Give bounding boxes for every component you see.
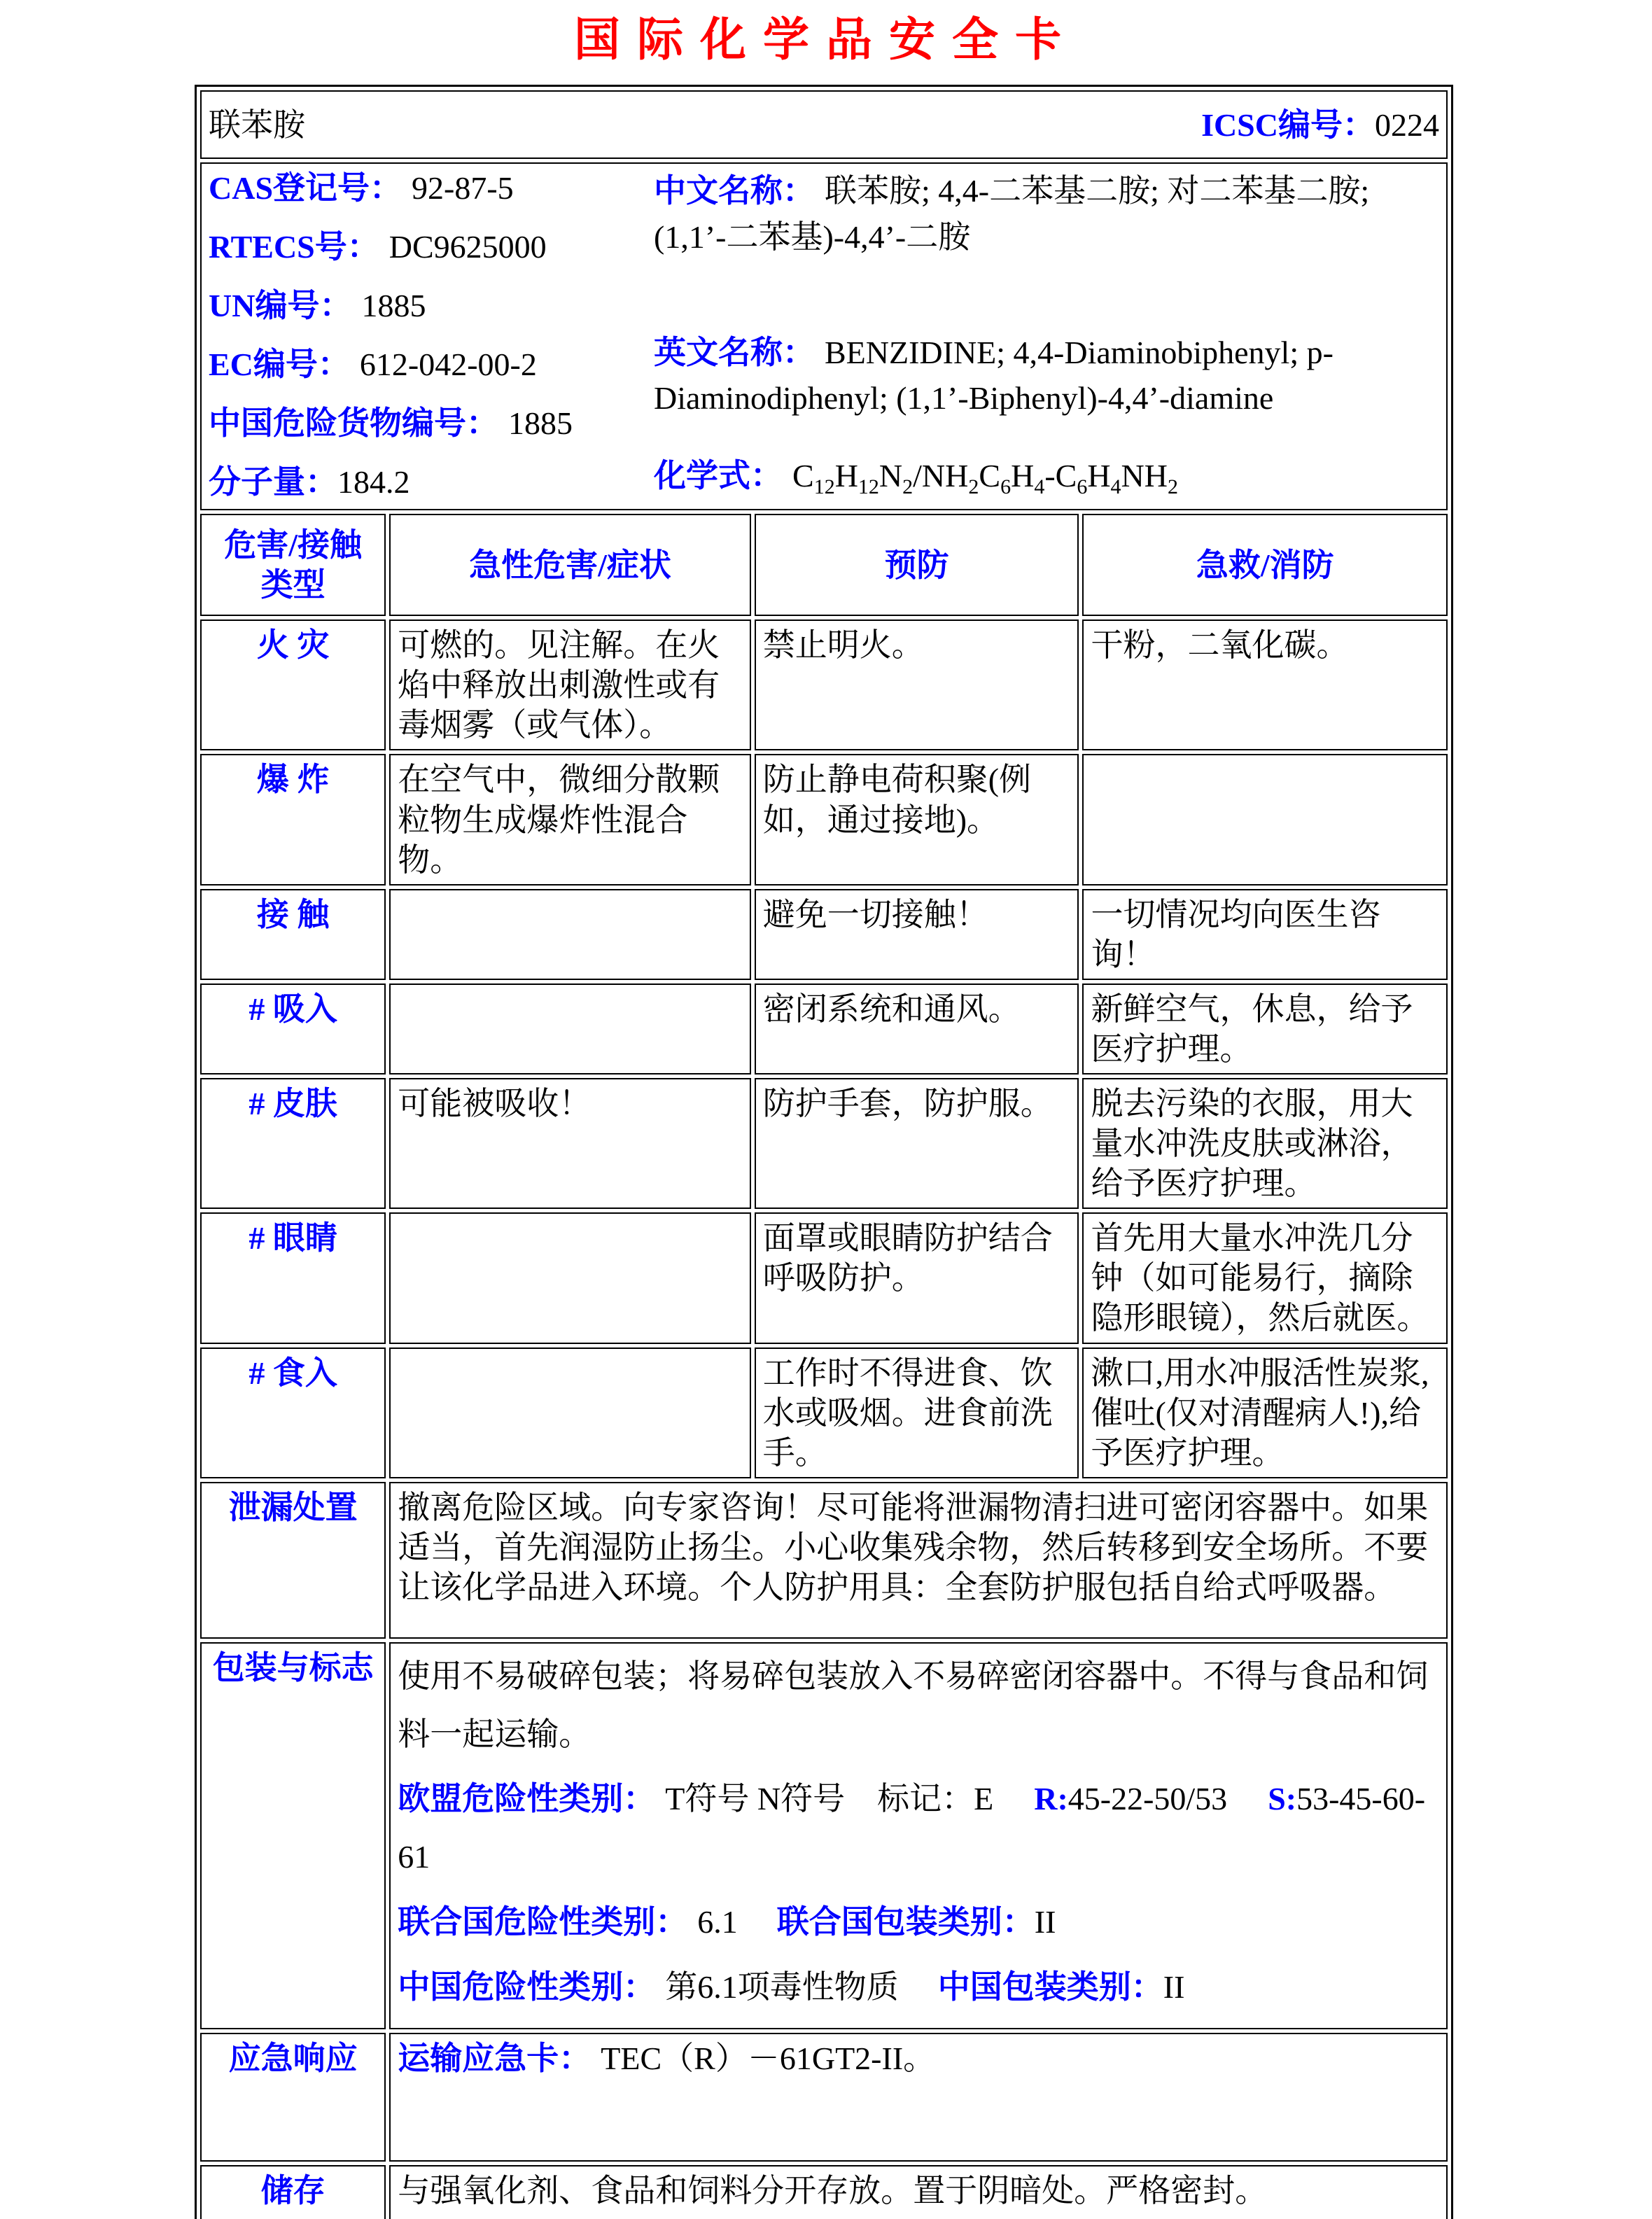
ingestion-type-label: # 食入 <box>200 1348 386 1478</box>
ec-number-line <box>209 344 643 384</box>
eyes-prevention-cell: 面罩或眼睛防护结合呼吸防护。 <box>755 1212 1079 1344</box>
explosion-type-label: 爆 炸 <box>200 754 386 885</box>
icsc-number-group <box>1201 105 1439 145</box>
cas-number-line <box>209 168 643 208</box>
eu-classification-line <box>398 1770 1439 1886</box>
s-phrases-value: 53-45-60-61 <box>398 1781 1426 1875</box>
china-dg-number-line <box>209 403 643 443</box>
inhalation-hazards-cell <box>389 983 750 1074</box>
english-name-label: 英文名称： <box>654 334 815 370</box>
r-phrases-value: 45-22-50/53 <box>1068 1781 1228 1817</box>
fire-type-label: 火 灾 <box>200 620 386 750</box>
cn-pack-value: II <box>1163 1968 1185 2005</box>
explosion-prevention-cell: 防止静电荷积聚(例如，通过接地)。 <box>755 754 1079 885</box>
packaging-text-cell <box>389 1642 1448 2029</box>
fire-hazards-cell: 可燃的。见注解。在火焰中释放出刺激性或有毒烟雾（或气体）。 <box>389 620 750 750</box>
eyes-response-cell: 首先用大量水冲洗几分钟（如可能易行，摘除隐形眼镜），然后就医。 <box>1082 1212 1448 1344</box>
molecular-weight-value: 184.2 <box>337 464 410 500</box>
row-fire <box>200 620 1448 750</box>
row-explosion <box>200 754 1448 885</box>
un-class-label: 联合国危险性类别： <box>398 1904 688 1940</box>
exposure-hazards-cell <box>389 889 750 980</box>
eyes-hazards-cell <box>389 1212 750 1344</box>
english-name-value: BENZIDINE; 4,4-Diaminobiphenyl; p-Diaminodiphenyl; (1,1’-Biphenyl)-4,4’-diamine <box>654 334 1334 416</box>
cn-class-label: 中国危险性类别： <box>398 1968 656 2005</box>
row-skin <box>200 1078 1448 1209</box>
ec-value: 612-042-00-2 <box>359 346 537 383</box>
row-exposure <box>200 889 1448 980</box>
ingestion-prevention-cell: 工作时不得进食、饮水或吸烟。进食前洗手。 <box>755 1348 1079 1478</box>
rtecs-label: RTECS号： <box>209 229 379 265</box>
molecular-weight-label: 分子量： <box>209 464 337 500</box>
eu-class-value: T符号 N符号 标记：E <box>665 1781 994 1817</box>
icsc-number-label: ICSC编号： <box>1201 106 1375 143</box>
skin-hazards-cell: 可能被吸收！ <box>389 1078 750 1209</box>
icsc-card <box>195 85 1453 2219</box>
identifiers-cell <box>200 162 1448 510</box>
hazard-table-header-row <box>200 514 1448 616</box>
row-packaging-labelling <box>200 1642 1448 2029</box>
name-row <box>200 90 1448 159</box>
icsc-number-value: 0224 <box>1375 106 1439 143</box>
transport-card-label: 运输应急卡： <box>398 2040 592 2076</box>
emergency-type-label: 应急响应 <box>200 2033 386 2162</box>
ingestion-hazards-cell <box>389 1348 750 1478</box>
un-classification-line <box>398 1893 1439 1952</box>
header-first-aid: 急救/消防 <box>1082 514 1448 616</box>
cn-pack-label: 中国包装类别： <box>937 1968 1163 2005</box>
un-class-value: 6.1 <box>697 1904 738 1940</box>
row-storage <box>200 2165 1448 2219</box>
exposure-response-cell: 一切情况均向医生咨询！ <box>1082 889 1448 980</box>
un-number-line <box>209 286 643 326</box>
eyes-type-label: # 眼睛 <box>200 1212 386 1344</box>
explosion-response-cell <box>1082 754 1448 885</box>
inhalation-type-label: # 吸入 <box>200 983 386 1074</box>
un-pack-value: II <box>1034 1904 1056 1940</box>
skin-type-label: # 皮肤 <box>200 1078 386 1209</box>
fire-prevention-cell: 禁止明火。 <box>755 620 1079 750</box>
cas-label: CAS登记号： <box>209 170 402 206</box>
ingestion-response-cell: 漱口,用水冲服活性炭浆,催吐(仅对清醒病人!),给予医疗护理。 <box>1082 1348 1448 1478</box>
un-pack-label: 联合国包装类别： <box>776 1904 1035 1940</box>
chemical-formula: $C_{12}H_{12}N_2/NH_2C_6H_4-C_6H_4NH_2$ <box>792 457 1178 498</box>
header-hazard-type: 危害/接触类型 <box>200 514 386 616</box>
exposure-type-label: 接 触 <box>200 889 386 980</box>
inhalation-prevention-cell: 密闭系统和通风。 <box>755 983 1079 1074</box>
formula-label: 化学式： <box>654 457 783 493</box>
emergency-text-cell <box>389 2033 1448 2162</box>
header-acute-hazards: 急性危害/症状 <box>389 514 750 616</box>
row-emergency-response <box>200 2033 1448 2162</box>
row-ingestion <box>200 1348 1448 1478</box>
row-spill-disposal <box>200 1482 1448 1639</box>
formula-line <box>654 453 1439 503</box>
english-name-line <box>654 330 1439 421</box>
chinese-name-label: 中文名称： <box>654 173 815 209</box>
page-title: 国际化学品安全卡 <box>574 15 1078 66</box>
r-phrases-label: R: <box>1034 1781 1068 1817</box>
fire-response-cell: 干粉，二氧化碳。 <box>1082 620 1448 750</box>
cn-class-value: 第6.1项毒性物质 <box>665 1968 899 2005</box>
storage-type-label: 储存 <box>200 2165 386 2219</box>
header-prevention: 预防 <box>755 514 1079 616</box>
un-value: 1885 <box>361 288 426 324</box>
row-eyes <box>200 1212 1448 1344</box>
exposure-prevention-cell: 避免一切接触！ <box>755 889 1079 980</box>
cas-value: 92-87-5 <box>412 170 514 206</box>
china-dg-value: 1885 <box>508 405 573 442</box>
spill-type-label: 泄漏处置 <box>200 1482 386 1639</box>
s-phrases-label: S: <box>1268 1781 1297 1817</box>
rtecs-number-line <box>209 227 643 267</box>
packaging-intro: 使用不易破碎包装；将易碎包装放入不易碎密闭容器中。不得与食品和饲料一起运输。 <box>398 1658 1429 1752</box>
identifiers-right-column <box>643 168 1439 505</box>
skin-prevention-cell: 防护手套，防护服。 <box>755 1078 1079 1209</box>
chinese-name-value: 联苯胺; 4,4-二苯基二胺; 对二苯基二胺; (1,1’-二苯基)-4,4’-二胺 <box>654 173 1370 255</box>
transport-card-value: TEC（R）－61GT2-II。 <box>601 2040 936 2076</box>
substance-name: 联苯胺 <box>209 106 305 143</box>
identifiers-row <box>200 162 1448 510</box>
storage-text-cell: 与强氧化剂、食品和饲料分开存放。置于阴暗处。严格密封。 <box>389 2165 1448 2219</box>
molecular-weight-line <box>209 462 643 502</box>
eu-class-label: 欧盟危险性类别： <box>398 1781 656 1817</box>
name-cell <box>200 90 1448 159</box>
identifiers-left-column <box>209 168 643 505</box>
cn-classification-line <box>398 1959 1439 2017</box>
rtecs-value: DC9625000 <box>388 229 547 265</box>
un-label: UN编号： <box>209 288 352 324</box>
china-dg-label: 中国危险货物编号： <box>209 405 498 442</box>
inhalation-response-cell: 新鲜空气，休息，给予医疗护理。 <box>1082 983 1448 1074</box>
packaging-type-label: 包装与标志 <box>200 1642 386 2029</box>
ec-label: EC编号： <box>209 346 350 383</box>
explosion-hazards-cell: 在空气中，微细分散颗粒物生成爆炸性混合物。 <box>389 754 750 885</box>
skin-response-cell: 脱去污染的衣服，用大量水冲洗皮肤或淋浴，给予医疗护理。 <box>1082 1078 1448 1209</box>
row-inhalation <box>200 983 1448 1074</box>
chinese-name-line <box>654 168 1439 260</box>
spill-text-cell: 撤离危险区域。向专家咨询！尽可能将泄漏物清扫进可密闭容器中。如果适当，首先润湿防止扬尘。小心收集残余物，然后转移到安全场所。不要让该化学品进入环境。个人防护用具：全套防护服包括自给式呼吸器。 <box>389 1482 1448 1639</box>
